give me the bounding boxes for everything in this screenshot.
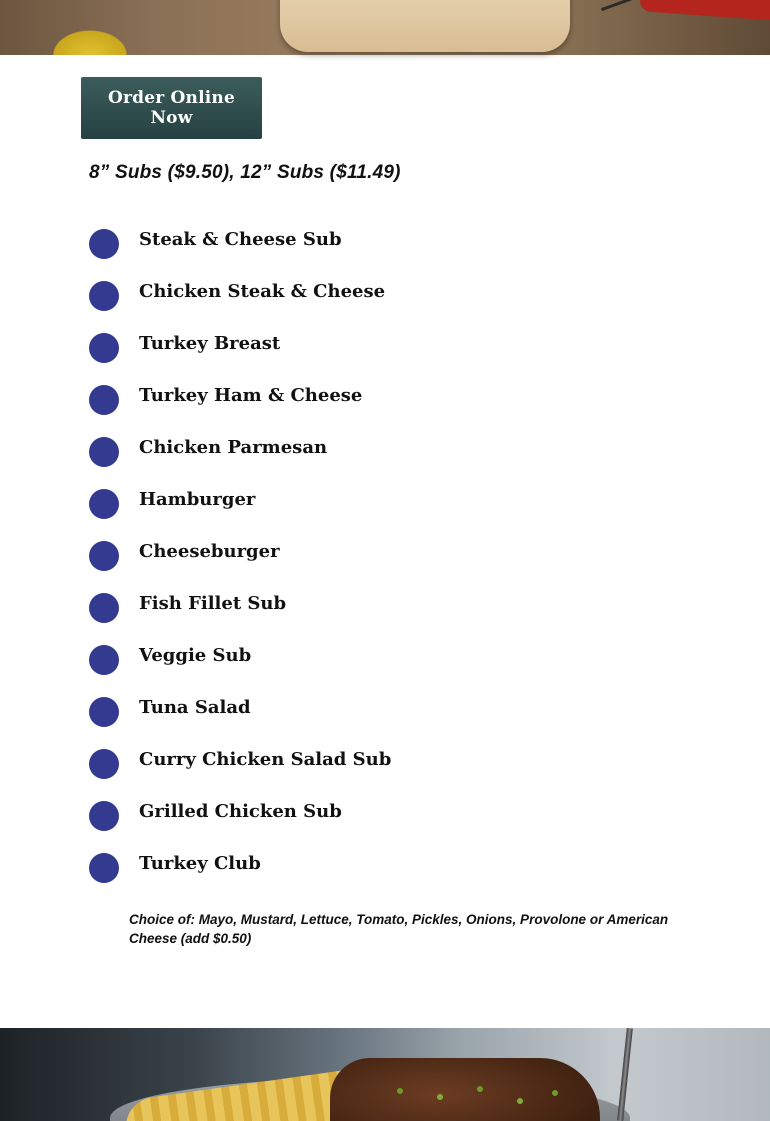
bullet-dot-icon — [89, 801, 119, 831]
menu-item-label: Tuna Salad — [139, 697, 251, 718]
menu-item-label: Turkey Breast — [139, 333, 281, 354]
list-item — [89, 434, 391, 486]
bullet-dot-icon — [89, 229, 119, 259]
fork-graphic — [617, 1028, 633, 1121]
menu-item-label: Veggie Sub — [139, 645, 252, 666]
order-online-button[interactable]: Order Online Now — [81, 77, 262, 139]
sub-prices-heading: 8” Subs ($9.50), 12” Subs ($11.49) — [89, 162, 401, 183]
list-item — [89, 226, 391, 278]
menu-item-label: Hamburger — [139, 489, 256, 510]
list-item — [89, 746, 391, 798]
bullet-dot-icon — [89, 853, 119, 883]
menu-item-label: Fish Fillet Sub — [139, 593, 287, 614]
list-item — [89, 694, 391, 746]
bullet-dot-icon — [89, 697, 119, 727]
list-item — [89, 330, 391, 382]
list-item — [89, 278, 391, 330]
bullet-dot-icon — [89, 489, 119, 519]
menu-item-label: Turkey Club — [139, 853, 261, 874]
toppings-note: Choice of: Mayo, Mustard, Lettuce, Tomato, Pickles, Onions, Provolone or American Cheese (add $0.50) — [129, 912, 669, 946]
bullet-dot-icon — [89, 749, 119, 779]
bullet-dot-icon — [89, 645, 119, 675]
bullet-dot-icon — [89, 593, 119, 623]
list-item — [89, 382, 391, 434]
list-item — [89, 538, 391, 590]
bullet-dot-icon — [89, 385, 119, 415]
menu-item-label: Turkey Ham & Cheese — [139, 385, 363, 406]
bullet-dot-icon — [89, 541, 119, 571]
menu-item-label: Grilled Chicken Sub — [139, 801, 342, 822]
menu-item-label: Steak & Cheese Sub — [139, 229, 342, 250]
menu-item-label: Curry Chicken Salad Sub — [139, 749, 392, 770]
cutting-board-graphic — [280, 0, 570, 52]
hero-image-top — [0, 0, 770, 55]
list-item — [89, 850, 391, 902]
hero-image-bottom — [0, 1028, 770, 1121]
list-item — [89, 486, 391, 538]
list-item — [89, 642, 391, 694]
list-item — [89, 590, 391, 642]
herb-garnish-graphic — [380, 1083, 580, 1113]
sub-menu-list — [89, 226, 391, 902]
menu-item-label: Chicken Parmesan — [139, 437, 328, 458]
menu-item-label: Cheeseburger — [139, 541, 280, 562]
bullet-dot-icon — [89, 333, 119, 363]
list-item — [89, 798, 391, 850]
bullet-dot-icon — [89, 437, 119, 467]
red-pepper-graphic — [639, 0, 770, 21]
menu-item-label: Chicken Steak & Cheese — [139, 281, 386, 302]
bullet-dot-icon — [89, 281, 119, 311]
